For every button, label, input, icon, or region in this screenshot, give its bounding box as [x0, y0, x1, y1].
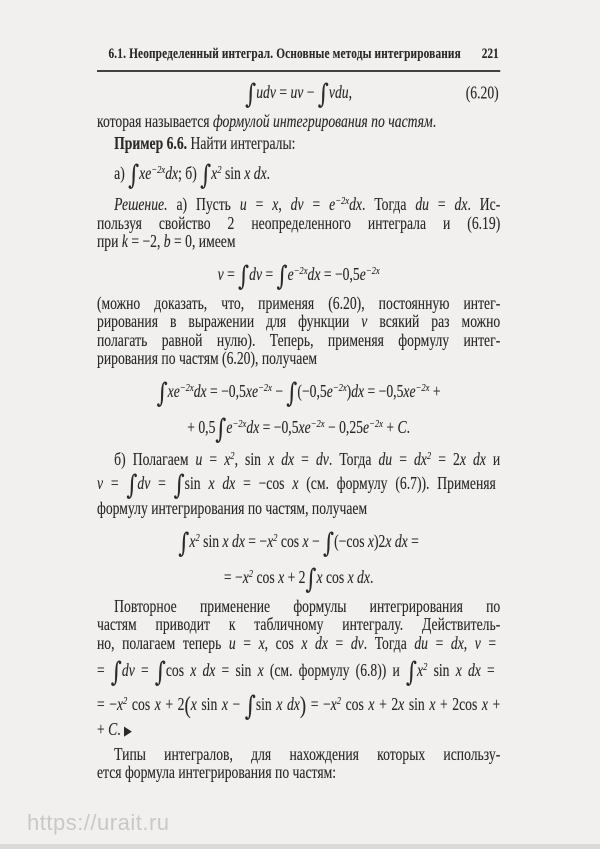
text-segment: du [415, 194, 429, 214]
text-segment: x dx [208, 473, 236, 493]
para-constant-note [97, 294, 500, 368]
text-segment: рирования в выражении для функции [97, 311, 362, 331]
text-segment: du [414, 632, 429, 653]
text-segment: sin [427, 660, 456, 680]
text-segment: e [362, 416, 370, 437]
text-segment: e [329, 194, 336, 214]
text-segment: − [308, 530, 324, 551]
text-segment: рирования по частям (6.20), получаем [97, 348, 318, 368]
text-segment: sin [184, 473, 209, 493]
text-segment: xe [245, 380, 259, 401]
para-formula-name [97, 112, 500, 131]
text-segment: = [392, 448, 414, 469]
text-segment: = − [244, 530, 268, 551]
text-segment: частям приводит к табличному интегралу. Действитель- [97, 614, 501, 634]
text-segment: u [228, 632, 236, 653]
text-segment: sin [199, 530, 223, 551]
text-segment: x [257, 660, 264, 680]
text-line [97, 615, 500, 634]
text-segment: cos [277, 530, 303, 551]
text-segment: = [428, 632, 451, 653]
text-segment: Найти интегралы: [187, 132, 296, 153]
text-segment: v [97, 473, 104, 493]
text-segment: vdu [328, 82, 349, 102]
math-line [97, 522, 500, 558]
text-segment: + [382, 416, 398, 437]
integral-sign: ∫ [323, 527, 335, 559]
math-line [97, 408, 500, 444]
math-line [97, 558, 500, 594]
text-segment: . [117, 719, 125, 739]
text-segment: = [97, 660, 111, 680]
text-segment: полагать равной нулю). Теперь, применяя формулу интег- [97, 329, 501, 350]
text-line [97, 134, 500, 153]
text-segment: = −2, [127, 231, 164, 251]
text-segment: = −0,5 [364, 380, 404, 401]
formula-v-for-a [97, 255, 500, 291]
text-line [97, 331, 500, 350]
integral-sign: ∫ [173, 470, 185, 501]
big-paren: ( [184, 693, 191, 719]
text-segment: ется формула интегрирования по частям: [97, 762, 337, 782]
text-segment: dv [121, 660, 135, 680]
text-line [97, 745, 500, 764]
text-segment: uv [290, 82, 304, 102]
text-segment: Типы интегралов, для нахождения которых использу- [114, 743, 501, 764]
superscript: −2x [365, 264, 380, 277]
text-segment: x [267, 530, 274, 551]
text-segment: = [480, 632, 497, 653]
text-segment: − [303, 82, 318, 102]
text-segment: x [367, 530, 374, 551]
text-segment: = [327, 632, 351, 653]
integral-sign: ∫ [126, 470, 138, 501]
text-segment: x dx [268, 448, 295, 469]
text-segment: − 0,25 [324, 416, 363, 437]
text-segment: Пример 6.6. [114, 132, 188, 153]
text-segment: dv [249, 263, 263, 284]
text-segment: x [190, 694, 197, 714]
text-segment: пользуя свойство 2 неопределенного интеграла и (6.19) [97, 212, 501, 233]
text-line [97, 155, 500, 189]
running-head [97, 46, 500, 70]
formula-a-result [97, 372, 500, 444]
text-segment: dx [349, 194, 362, 214]
superscript: 2 [336, 695, 342, 707]
para-solution-a [97, 192, 500, 251]
text-line [97, 720, 500, 742]
text-segment: . Тогда [363, 632, 415, 653]
text-segment: x [272, 194, 279, 214]
text-segment: всякий раз можно [367, 311, 501, 331]
text-segment: x dx [244, 163, 267, 183]
text-segment: cos [165, 660, 191, 680]
text-segment: . [266, 163, 271, 183]
text-line [97, 349, 500, 368]
text-segment: x [417, 660, 424, 680]
text-segment: = − [306, 694, 331, 714]
text-line [97, 112, 500, 131]
text-segment: sin [255, 694, 277, 714]
text-segment: e [326, 380, 333, 401]
text-segment: + 0,5 [187, 416, 216, 437]
text-segment: k [121, 231, 128, 251]
text-segment: = [223, 263, 239, 284]
text-segment: dv [290, 194, 304, 214]
text-line [97, 294, 500, 313]
text-segment: e [359, 263, 366, 284]
text-segment: u [239, 194, 247, 214]
integral-sign: ∫ [128, 160, 140, 191]
text-segment: + [97, 719, 109, 739]
formula-integration-by-parts [97, 76, 500, 109]
formula-b-step [97, 522, 500, 594]
text-segment: xe [139, 163, 152, 183]
text-segment: . [406, 416, 411, 437]
integral-sign: ∫ [305, 563, 317, 595]
text-segment: , [463, 632, 475, 653]
text-segment: = [407, 530, 419, 551]
text-segment: . Тогда [361, 194, 416, 214]
text-segment: = [134, 660, 155, 680]
text-segment: = [103, 473, 127, 493]
text-segment: xe [403, 380, 416, 401]
text-segment: x [398, 694, 405, 714]
text-line [97, 652, 500, 686]
text-line [97, 214, 500, 233]
integral-sign: ∫ [156, 377, 168, 409]
text-segment: sin [196, 694, 222, 714]
text-segment: sin [404, 694, 430, 714]
integral-sign: ∫ [244, 691, 256, 722]
text-segment: x [330, 694, 337, 714]
text-segment: x [116, 694, 124, 714]
superscript: −2x [310, 417, 325, 430]
superscript: −2x [415, 381, 430, 394]
text-segment: ) [346, 380, 352, 401]
text-segment: sin [221, 163, 245, 183]
text-segment: x [302, 530, 309, 551]
text-segment: . [432, 111, 437, 131]
text-segment: x [429, 694, 436, 714]
text-segment: = −0,5 [259, 416, 299, 437]
text-segment: x dx [455, 660, 481, 680]
text-segment: б) Полагаем [114, 448, 196, 469]
superscript: −2x [369, 417, 383, 430]
text-segment: C [108, 719, 118, 739]
math-line [97, 372, 500, 408]
text-segment: но, полагаем теперь [97, 632, 229, 653]
text-segment: + 2 [284, 566, 306, 587]
text-segment: dx [351, 380, 365, 401]
integral-sign: ∫ [215, 413, 227, 445]
text-segment: (см. формулу (6.7)). Применяя [298, 473, 496, 493]
text-segment: формулу интегрирования по частям, получаем [97, 498, 368, 518]
text-segment: = [150, 473, 174, 493]
line-integrals-a-b [97, 155, 500, 189]
text-segment: udv [256, 82, 276, 102]
text-segment: = [262, 263, 277, 284]
text-segment: x [292, 473, 299, 493]
text-segment: dx [193, 380, 207, 401]
text-segment: = − [97, 694, 117, 714]
text-segment: dx [454, 194, 468, 214]
text-segment: , [348, 82, 353, 102]
text-segment: v [474, 632, 481, 653]
superscript: −2x [151, 164, 166, 176]
text-line [97, 232, 500, 251]
text-segment: x [278, 566, 285, 587]
text-segment: u [195, 448, 203, 469]
text-segment: dx [413, 448, 427, 469]
scan-bottom-edge [0, 844, 600, 849]
text-segment: − [271, 380, 287, 401]
text-segment: x [154, 694, 161, 714]
text-segment: x [221, 694, 228, 714]
integral-sign: ∫ [110, 657, 122, 688]
text-line [97, 192, 500, 214]
text-segment: и [485, 448, 501, 469]
integral-sign: ∫ [286, 377, 298, 409]
superscript: 2 [217, 164, 222, 176]
text-segment: . Тогда [328, 448, 379, 469]
text-segment: x [211, 163, 218, 183]
superscript: 2 [426, 449, 432, 462]
text-segment: + [429, 380, 441, 401]
text-segment: cos [127, 694, 155, 714]
text-segment: (можно доказать, что, применяя (6.20), постоянную интег- [97, 292, 501, 313]
text-segment: xe [167, 380, 180, 401]
page-body [97, 46, 500, 782]
page-number: 221 [481, 46, 499, 62]
page-content [97, 76, 500, 782]
text-segment: dv [137, 473, 151, 493]
superscript: 2 [195, 531, 200, 544]
text-segment: ; б) [178, 163, 201, 183]
text-segment: , sin [234, 448, 269, 469]
text-segment: cos [253, 566, 279, 587]
text-segment: dv [350, 632, 364, 653]
superscript: −2x [335, 195, 350, 207]
text-segment: = −0,5 [320, 263, 360, 284]
superscript: −2x [179, 381, 194, 394]
superscript: 2 [230, 449, 235, 462]
text-segment: = [202, 448, 225, 469]
integral-sign: ∫ [238, 260, 250, 292]
text-line [97, 447, 500, 469]
text-segment: , [278, 194, 291, 214]
text-segment: а) [114, 163, 129, 183]
text-segment: e [226, 416, 233, 437]
integral-sign: ∫ [317, 79, 329, 110]
text-segment: v [217, 263, 224, 284]
text-segment: а) Пусть [167, 194, 240, 214]
text-segment: = [480, 660, 495, 680]
integral-sign: ∫ [245, 79, 257, 110]
superscript: −2x [258, 381, 272, 394]
text-segment: = − [223, 566, 243, 587]
text-segment: x [224, 448, 231, 469]
text-segment: формулой интегрирования по частям [212, 111, 433, 131]
math-line [97, 255, 500, 291]
integral-sign: ∫ [200, 160, 212, 191]
text-segment: x [368, 694, 375, 714]
text-segment: = sin [215, 660, 258, 680]
text-segment: = 0, имеем [170, 231, 236, 251]
text-segment: xe [298, 416, 311, 437]
text-segment: = [246, 194, 273, 214]
text-line [97, 597, 500, 616]
text-segment: = [275, 82, 291, 102]
equation-number: (6.20) [465, 82, 499, 102]
text-segment: , cos [264, 632, 302, 653]
text-segment: = [294, 448, 316, 469]
text-segment: b [163, 231, 171, 251]
superscript: 2 [248, 567, 254, 580]
text-segment: dx [450, 632, 464, 653]
text-segment: + 2cos [435, 694, 482, 714]
text-segment: x [316, 566, 323, 587]
text-segment: dv [315, 448, 329, 469]
integral-sign: ∫ [154, 657, 166, 688]
text-segment: + [487, 694, 501, 714]
big-paren: ) [299, 693, 307, 719]
text-segment: + 2 [160, 694, 185, 714]
text-segment: C [397, 416, 407, 437]
chapter-title: 6.1. Неопределенный интеграл. Основные методы интегрирования [108, 46, 461, 62]
text-segment: x dx [190, 660, 216, 680]
text-segment: при [97, 231, 122, 251]
text-segment: x dx [222, 530, 245, 551]
text-segment: Решение. [114, 194, 168, 214]
text-segment: x dx [301, 632, 328, 653]
math-line [97, 76, 500, 109]
text-segment: e [287, 263, 294, 284]
text-segment: )2 [373, 530, 386, 551]
text-segment: = 2 [431, 448, 460, 469]
text-segment: (−cos [334, 530, 368, 551]
text-segment: x [258, 632, 265, 653]
end-of-solution-icon: ▶ [124, 724, 132, 739]
text-segment: (−0,5 [297, 380, 327, 401]
text-segment: которая называется [97, 111, 213, 131]
text-segment: x [481, 694, 488, 714]
superscript: 2 [273, 531, 278, 544]
text-segment: (см. формулу (6.8)) и [263, 660, 407, 680]
text-segment: = −0,5 [206, 380, 246, 401]
text-line [97, 634, 500, 653]
superscript: −2x [293, 264, 308, 277]
text-segment: dx [165, 163, 179, 183]
superscript: −2x [232, 417, 247, 430]
superscript: 2 [123, 695, 128, 707]
text-segment: x dx [385, 530, 408, 551]
text-line [97, 763, 500, 782]
watermark-url: https://urait.ru [27, 810, 170, 835]
text-segment: x dx [276, 694, 300, 714]
text-segment: cos [341, 694, 369, 714]
para-repeat-application [97, 597, 500, 742]
para-example-heading [97, 134, 500, 153]
text-segment: x [242, 566, 249, 587]
para-solution-b [97, 447, 500, 518]
text-segment: = [235, 632, 259, 653]
text-segment: = [428, 194, 455, 214]
superscript: −2x [332, 381, 347, 394]
para-types-intro [97, 745, 500, 782]
text-segment: cos [322, 566, 348, 587]
integral-sign: ∫ [276, 260, 288, 292]
text-line [97, 468, 500, 499]
text-segment: x dx [459, 448, 486, 469]
text-segment: dx [307, 263, 321, 284]
superscript: 2 [423, 661, 428, 673]
text-segment: . [369, 566, 374, 587]
text-line [97, 499, 500, 518]
text-segment: = −cos [235, 473, 293, 493]
text-segment: du [378, 448, 393, 469]
text-segment: x [189, 530, 196, 551]
text-segment: dx [246, 416, 260, 437]
text-segment: − [227, 694, 245, 714]
integral-sign: ∫ [406, 657, 418, 688]
text-segment: . Ис- [467, 194, 501, 214]
text-segment: v [361, 311, 368, 331]
text-line [97, 312, 500, 331]
integral-sign: ∫ [178, 527, 190, 559]
text-segment: x dx [347, 566, 370, 587]
text-line [97, 686, 500, 720]
header-rule [97, 70, 500, 72]
text-segment: = [303, 194, 330, 214]
text-segment: + 2 [374, 694, 399, 714]
text-segment: Повторное применение формулы интегрирования по [114, 595, 501, 616]
